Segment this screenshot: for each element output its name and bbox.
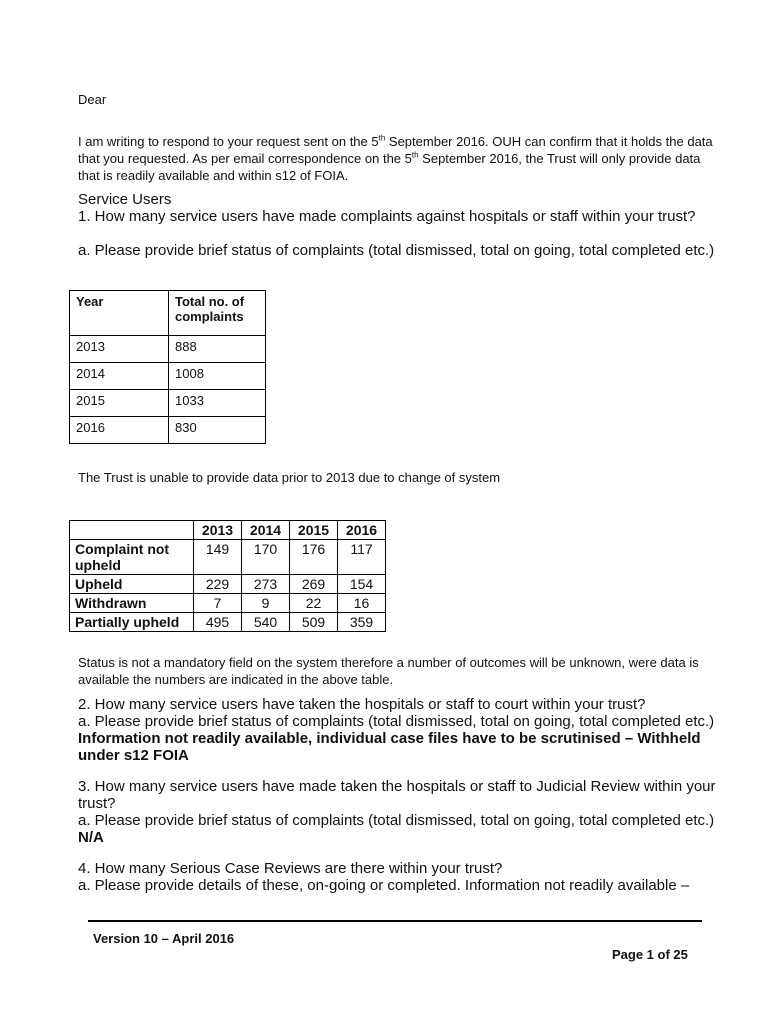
question-3a (78, 812, 718, 846)
cell-value: 229 (194, 575, 242, 594)
header-year: Year (70, 291, 169, 336)
note-status: Status is not a mandatory field on the system therefore a number of outcomes will be unknown, were data is available the numbers are indicated in the above table. (78, 655, 699, 687)
cell-year: 2014 (70, 363, 169, 390)
complaints-by-year-table (69, 290, 266, 444)
table-row (70, 594, 386, 613)
row-label: Partially upheld (70, 613, 194, 632)
cell-total: 888 (169, 336, 266, 363)
section-title: Service Users (78, 191, 172, 208)
cell-value: 359 (338, 613, 386, 632)
question-2a-answer: Information not readily available, individual case files have to be scrutinised – Withheld under s12 FOIA (78, 730, 701, 764)
question-3: 3. How many service users have made taken the hospitals or staff to Judicial Review within your trust? (78, 778, 716, 812)
question-3a-text: a. Please provide brief status of complaints (total dismissed, total on going, total completed etc.) (78, 812, 715, 829)
cell-value: 16 (338, 594, 386, 613)
header-year: 2014 (242, 521, 290, 540)
table-row (70, 540, 386, 575)
complaint-status-table (69, 520, 386, 632)
table-header-row (70, 291, 266, 336)
footer-page-number: Page 1 of 25 (612, 947, 688, 962)
row-label: Upheld (70, 575, 194, 594)
question-4a: a. Please provide details of these, on-going or completed. Information not readily available – (78, 877, 690, 894)
intro-sup-1: th (378, 133, 386, 143)
cell-total: 830 (169, 417, 266, 444)
question-2a-text: a. Please provide brief status of complaints (total dismissed, total on going, total completed etc.) (78, 713, 715, 730)
row-label: Withdrawn (70, 594, 194, 613)
table-row (70, 417, 266, 444)
cell-value: 269 (290, 575, 338, 594)
table-row (70, 390, 266, 417)
cell-value: 176 (290, 540, 338, 575)
table-row (70, 613, 386, 632)
header-year: 2015 (290, 521, 338, 540)
cell-value: 273 (242, 575, 290, 594)
table-header-row (70, 521, 386, 540)
cell-value: 7 (194, 594, 242, 613)
table-row (70, 336, 266, 363)
intro-text-2: September 2016. OUH can confirm that it holds the data that you requested. As per email correspondence on the 5 (78, 134, 713, 166)
cell-year: 2015 (70, 390, 169, 417)
cell-year: 2016 (70, 417, 169, 444)
header-year: 2013 (194, 521, 242, 540)
question-2a (78, 713, 718, 764)
footer-version: Version 10 – April 2016 (93, 931, 235, 946)
cell-value: 9 (242, 594, 290, 613)
cell-year: 2013 (70, 336, 169, 363)
cell-value: 154 (338, 575, 386, 594)
table-row (70, 575, 386, 594)
cell-value: 509 (290, 613, 338, 632)
header-total: Total no. of complaints (169, 291, 266, 336)
question-1: 1. How many service users have made complaints against hospitals or staff within your trust? (78, 208, 696, 225)
note-prior-2013: The Trust is unable to provide data prior to 2013 due to change of system (78, 470, 501, 485)
row-label: Complaint not upheld (70, 540, 194, 575)
intro-text-3: September 2016, the Trust will only provide data that is readily available and within s12 of FOIA. (78, 151, 701, 183)
cell-value: 495 (194, 613, 242, 632)
cell-value: 170 (242, 540, 290, 575)
cell-value: 22 (290, 594, 338, 613)
cell-value: 117 (338, 540, 386, 575)
cell-total: 1008 (169, 363, 266, 390)
table-row (70, 363, 266, 390)
cell-value: 540 (242, 613, 290, 632)
question-4: 4. How many Serious Case Reviews are there within your trust? (78, 860, 503, 877)
cell-value: 149 (194, 540, 242, 575)
intro-text-1: I am writing to respond to your request sent on the 5 (78, 134, 379, 149)
footer-divider (88, 920, 702, 922)
intro-sup-2: th (411, 150, 419, 160)
header-blank (70, 521, 194, 540)
header-year: 2016 (338, 521, 386, 540)
question-2: 2. How many service users have taken the hospitals or staff to court within your trust? (78, 696, 646, 713)
question-1a: a. Please provide brief status of complaints (total dismissed, total on going, total completed etc.) (78, 242, 715, 259)
salutation: Dear (78, 92, 107, 107)
cell-total: 1033 (169, 390, 266, 417)
intro-paragraph (78, 133, 718, 184)
question-3a-answer: N/A (78, 829, 104, 846)
